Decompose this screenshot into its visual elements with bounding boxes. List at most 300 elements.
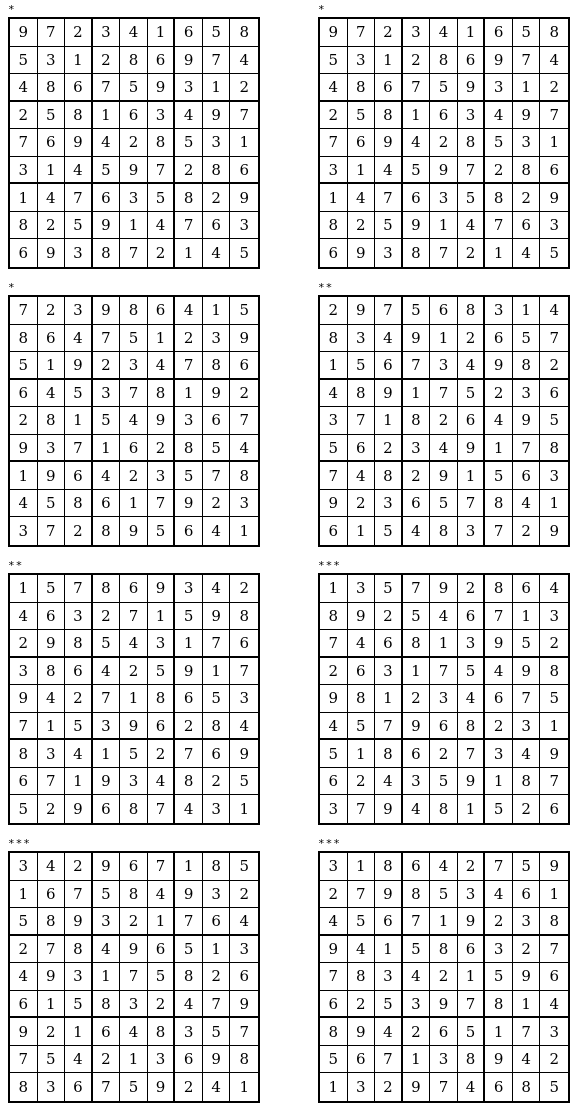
grid-cell: 4: [65, 325, 93, 353]
grid-cell: 5: [93, 881, 121, 909]
grid-cell: 9: [403, 212, 431, 240]
grid-cell: 3: [320, 853, 348, 881]
grid-cell: 7: [430, 658, 458, 686]
grid-cell: 1: [148, 325, 176, 353]
grid-cell: 3: [458, 517, 486, 545]
grid-cell: 9: [320, 936, 348, 964]
grid-cell: 3: [38, 435, 66, 463]
grid-cell: 2: [175, 713, 203, 741]
grid-cell: 6: [540, 963, 568, 991]
grid-cell: 1: [93, 740, 121, 768]
grid-cell: 1: [403, 102, 431, 130]
grid-cell: 8: [348, 685, 376, 713]
grid-cell: 6: [93, 184, 121, 212]
grid-cell: 8: [148, 685, 176, 713]
grid-cell: 5: [348, 352, 376, 380]
grid-cell: 5: [10, 352, 38, 380]
grid-cell: 1: [10, 462, 38, 490]
grid-cell: 1: [540, 129, 568, 157]
grid-cell: 6: [430, 102, 458, 130]
grid-cell: 1: [239, 800, 249, 819]
grid-cell: 6: [320, 239, 348, 267]
grid-cell: 7: [38, 936, 66, 964]
grid-cell: 6: [458, 47, 486, 75]
grid-cell: 9: [175, 47, 203, 75]
grid-cell: 2: [203, 963, 231, 991]
grid-cell: 5: [230, 768, 258, 796]
grid-cell: 4: [513, 490, 541, 518]
grid-cell: 1: [175, 853, 203, 881]
grid-cell: 3: [203, 129, 231, 157]
grid-cell: 2: [230, 74, 258, 102]
grid-cell: 1: [375, 936, 403, 964]
grid-cell: 8: [38, 407, 66, 435]
grid-cell: 9: [430, 462, 458, 490]
sudoku-puzzle: [318, 4, 570, 270]
grid-cell: 9: [549, 522, 559, 541]
grid-cell: 1: [430, 212, 458, 240]
grid-cell: 2: [375, 603, 403, 631]
grid-cell: 4: [175, 297, 203, 325]
grid-cell: 7: [148, 490, 176, 518]
grid-cell: 4: [148, 881, 176, 909]
grid-cell: 2: [403, 462, 431, 490]
grid-cell: 2: [458, 853, 486, 881]
grid-cell: 1: [320, 575, 348, 603]
grid-cell: 5: [348, 102, 376, 130]
grid-cell: 6: [485, 325, 513, 353]
grid-cell: 4: [430, 19, 458, 47]
grid-cell: 2: [120, 129, 148, 157]
grid-cell: 6: [485, 19, 513, 47]
grid-cell: 3: [485, 740, 513, 768]
grid-cell: 1: [458, 462, 486, 490]
grid-cell: 8: [458, 713, 486, 741]
grid-cell: 4: [230, 47, 258, 75]
grid-cell: 3: [430, 1046, 458, 1074]
grid-cell: 2: [93, 1046, 121, 1074]
grid-cell: 3: [175, 407, 203, 435]
grid-cell: 5: [65, 713, 93, 741]
grid-cell: 4: [348, 630, 376, 658]
grid-cell: 6: [320, 991, 348, 1019]
difficulty-rating: ***: [318, 837, 341, 850]
grid-cell: 5: [148, 658, 176, 686]
grid-cell: 8: [10, 325, 38, 353]
grid-cell: 3: [175, 74, 203, 102]
grid-cell: 5: [203, 19, 231, 47]
grid-cell: 9: [65, 352, 93, 380]
grid-cell: 1: [120, 212, 148, 240]
grid-cell: 7: [230, 102, 258, 130]
grid-cell: 6: [430, 713, 458, 741]
sudoku-puzzle: [8, 838, 260, 1104]
grid-cell: 3: [403, 768, 431, 796]
sudoku-puzzle: [8, 4, 260, 270]
grid-cell: 3: [93, 380, 121, 408]
grid-cell: 1: [120, 490, 148, 518]
grid-cell: 2: [540, 1046, 568, 1074]
grid-cell: 3: [348, 1073, 376, 1101]
grid-cell: 3: [203, 881, 231, 909]
grid-cell: 8: [10, 212, 38, 240]
grid-cell: 8: [320, 603, 348, 631]
grid-cell: 1: [485, 768, 513, 796]
grid-cell: 2: [458, 575, 486, 603]
grid-cell: 4: [203, 575, 231, 603]
grid-cell: 9: [540, 184, 568, 212]
grid-cell: 4: [148, 212, 176, 240]
grid-cell: 1: [10, 184, 38, 212]
grid-cell: 4: [320, 908, 348, 936]
grid-cell: 4: [540, 297, 568, 325]
sudoku-grid: [318, 17, 570, 269]
grid-cell: 9: [93, 297, 121, 325]
grid-cell: 7: [230, 658, 258, 686]
grid-cell: 9: [65, 908, 93, 936]
sudoku-grid: [8, 295, 260, 547]
grid-cell: 3: [320, 795, 348, 823]
grid-cell: 6: [348, 435, 376, 463]
grid-cell: 9: [540, 740, 568, 768]
grid-cell: 8: [203, 853, 231, 881]
grid-cell: 8: [175, 184, 203, 212]
grid-cell: 5: [513, 630, 541, 658]
grid-cell: 4: [430, 853, 458, 881]
grid-cell: 5: [375, 212, 403, 240]
grid-cell: 1: [513, 297, 541, 325]
sudoku-grid: [8, 851, 260, 1103]
grid-cell: 8: [403, 881, 431, 909]
grid-cell: 1: [540, 713, 568, 741]
grid-cell: 3: [375, 658, 403, 686]
grid-cell: 8: [513, 768, 541, 796]
grid-cell: 1: [320, 184, 348, 212]
grid-cell: 5: [513, 853, 541, 881]
grid-cell: 4: [403, 963, 431, 991]
grid-cell: 4: [320, 713, 348, 741]
grid-cell: 5: [148, 184, 176, 212]
grid-cell: 8: [458, 1046, 486, 1074]
grid-cell: 2: [403, 1018, 431, 1046]
grid-cell: 6: [320, 517, 348, 545]
grid-cell: 5: [10, 908, 38, 936]
grid-cell: 4: [93, 936, 121, 964]
grid-cell: 1: [10, 575, 38, 603]
grid-cell: 7: [148, 157, 176, 185]
grid-cell: 3: [148, 462, 176, 490]
grid-cell: 9: [348, 297, 376, 325]
grid-cell: 8: [175, 435, 203, 463]
grid-cell: 2: [430, 407, 458, 435]
grid-cell: 6: [38, 603, 66, 631]
grid-cell: 4: [120, 1018, 148, 1046]
grid-cell: 2: [513, 936, 541, 964]
grid-cell: 3: [10, 853, 38, 881]
grid-cell: 3: [458, 102, 486, 130]
grid-cell: 7: [65, 881, 93, 909]
grid-cell: 6: [513, 212, 541, 240]
grid-cell: 6: [10, 380, 38, 408]
grid-cell: 2: [513, 795, 541, 823]
grid-cell: 6: [175, 19, 203, 47]
grid-cell: 6: [10, 768, 38, 796]
grid-cell: 8: [203, 352, 231, 380]
grid-cell: 2: [540, 630, 568, 658]
grid-cell: 1: [148, 603, 176, 631]
grid-cell: 7: [430, 239, 458, 267]
grid-cell: 6: [175, 685, 203, 713]
sudoku-grid: [8, 17, 260, 269]
sudoku-puzzle: [318, 282, 570, 548]
grid-cell: 1: [175, 380, 203, 408]
grid-cell: 3: [230, 212, 258, 240]
grid-cell: 4: [403, 795, 431, 823]
grid-cell: 4: [38, 184, 66, 212]
grid-cell: 9: [120, 713, 148, 741]
grid-cell: 7: [403, 575, 431, 603]
grid-cell: 4: [10, 963, 38, 991]
grid-cell: 5: [10, 47, 38, 75]
grid-cell: 3: [230, 685, 258, 713]
grid-cell: 5: [458, 184, 486, 212]
grid-cell: 8: [120, 881, 148, 909]
grid-cell: 5: [93, 407, 121, 435]
grid-cell: 5: [203, 435, 231, 463]
grid-cell: 8: [65, 936, 93, 964]
sudoku-puzzle: [8, 560, 260, 826]
grid-cell: 9: [540, 853, 568, 881]
grid-cell: 5: [175, 129, 203, 157]
grid-cell: 5: [65, 991, 93, 1019]
grid-cell: 3: [93, 19, 121, 47]
grid-cell: 2: [10, 407, 38, 435]
grid-cell: 3: [485, 936, 513, 964]
grid-cell: 5: [120, 74, 148, 102]
grid-cell: 8: [403, 239, 431, 267]
grid-cell: 3: [320, 157, 348, 185]
grid-cell: 2: [65, 517, 93, 545]
grid-cell: 8: [513, 352, 541, 380]
grid-cell: 9: [93, 212, 121, 240]
grid-cell: 4: [203, 1073, 231, 1101]
grid-cell: 6: [93, 490, 121, 518]
grid-cell: 5: [320, 47, 348, 75]
grid-cell: 2: [203, 184, 231, 212]
grid-cell: 9: [65, 795, 93, 823]
grid-cell: 8: [148, 1018, 176, 1046]
grid-cell: 4: [65, 740, 93, 768]
grid-cell: 5: [485, 129, 513, 157]
grid-cell: 7: [65, 435, 93, 463]
grid-cell: 8: [513, 157, 541, 185]
grid-cell: 2: [320, 881, 348, 909]
grid-cell: 5: [513, 19, 541, 47]
grid-cell: 2: [458, 239, 486, 267]
grid-cell: 2: [320, 102, 348, 130]
grid-cell: 2: [230, 380, 258, 408]
grid-cell: 9: [203, 380, 231, 408]
grid-cell: 3: [230, 936, 258, 964]
grid-cell: 3: [203, 795, 231, 823]
grid-cell: 3: [513, 129, 541, 157]
grid-cell: 5: [175, 603, 203, 631]
grid-cell: 4: [375, 325, 403, 353]
grid-cell: 6: [120, 853, 148, 881]
grid-cell: 1: [65, 47, 93, 75]
grid-cell: 7: [458, 157, 486, 185]
grid-cell: 2: [403, 47, 431, 75]
grid-cell: 6: [38, 881, 66, 909]
grid-cell: 2: [10, 630, 38, 658]
grid-cell: 3: [65, 603, 93, 631]
grid-cell: 4: [430, 435, 458, 463]
grid-cell: 9: [38, 630, 66, 658]
sudoku-puzzle: [318, 838, 570, 1104]
grid-cell: 8: [320, 212, 348, 240]
grid-cell: 7: [65, 184, 93, 212]
grid-cell: 6: [65, 1073, 93, 1101]
grid-cell: 1: [485, 435, 513, 463]
grid-cell: 2: [38, 795, 66, 823]
grid-cell: 9: [485, 1046, 513, 1074]
grid-cell: 7: [93, 325, 121, 353]
grid-cell: 1: [458, 795, 486, 823]
grid-cell: 1: [203, 297, 231, 325]
grid-cell: 1: [239, 1078, 249, 1097]
grid-cell: 4: [175, 102, 203, 130]
grid-cell: 8: [230, 1046, 258, 1074]
grid-cell: 1: [540, 490, 568, 518]
difficulty-rating: **: [8, 559, 24, 572]
grid-cell: 4: [120, 630, 148, 658]
grid-cell: 5: [120, 1073, 148, 1101]
grid-cell: 4: [65, 1046, 93, 1074]
grid-cell: 6: [485, 1073, 513, 1101]
grid-cell: 3: [540, 462, 568, 490]
grid-cell: 8: [348, 74, 376, 102]
grid-cell: 9: [320, 685, 348, 713]
grid-cell: 1: [485, 1018, 513, 1046]
grid-cell: 5: [320, 435, 348, 463]
grid-cell: 3: [93, 713, 121, 741]
grid-cell: 5: [10, 795, 38, 823]
grid-cell: 3: [513, 380, 541, 408]
grid-cell: 4: [458, 352, 486, 380]
grid-cell: 5: [458, 380, 486, 408]
grid-cell: 2: [375, 435, 403, 463]
grid-cell: 1: [239, 522, 249, 541]
grid-cell: 8: [403, 630, 431, 658]
grid-cell: 2: [175, 325, 203, 353]
grid-cell: 7: [375, 297, 403, 325]
grid-cell: 9: [120, 936, 148, 964]
grid-cell: 3: [375, 490, 403, 518]
grid-cell: 6: [10, 991, 38, 1019]
grid-cell: 9: [485, 47, 513, 75]
grid-cell: 9: [320, 490, 348, 518]
grid-cell: 7: [320, 630, 348, 658]
grid-cell: 6: [430, 297, 458, 325]
grid-cell: 6: [430, 1018, 458, 1046]
grid-cell: 4: [175, 991, 203, 1019]
grid-cell: 2: [348, 768, 376, 796]
grid-cell: 1: [430, 908, 458, 936]
grid-cell: 6: [320, 768, 348, 796]
grid-cell: 4: [513, 740, 541, 768]
grid-cell: 5: [430, 74, 458, 102]
grid-cell: 6: [148, 297, 176, 325]
grid-cell: 4: [120, 407, 148, 435]
grid-cell: 2: [10, 102, 38, 130]
grid-cell: 7: [430, 380, 458, 408]
grid-cell: 4: [148, 768, 176, 796]
grid-cell: 2: [120, 908, 148, 936]
grid-cell: 1: [175, 630, 203, 658]
grid-cell: 7: [93, 1073, 121, 1101]
grid-cell: 7: [10, 297, 38, 325]
grid-cell: 4: [485, 102, 513, 130]
grid-cell: 6: [65, 462, 93, 490]
grid-cell: 6: [230, 157, 258, 185]
grid-cell: 2: [38, 212, 66, 240]
grid-cell: 7: [375, 1046, 403, 1074]
grid-cell: 7: [458, 991, 486, 1019]
grid-cell: 1: [230, 129, 258, 157]
grid-cell: 4: [203, 517, 231, 545]
grid-cell: 2: [320, 658, 348, 686]
grid-cell: 6: [458, 603, 486, 631]
grid-cell: 9: [458, 435, 486, 463]
grid-cell: 4: [458, 685, 486, 713]
grid-cell: 7: [540, 102, 568, 130]
grid-cell: 8: [485, 184, 513, 212]
grid-cell: 3: [230, 490, 258, 518]
grid-cell: 3: [65, 963, 93, 991]
grid-cell: 3: [540, 603, 568, 631]
grid-cell: 6: [403, 740, 431, 768]
grid-cell: 5: [320, 740, 348, 768]
grid-cell: 1: [348, 740, 376, 768]
grid-cell: 8: [540, 19, 568, 47]
grid-cell: 1: [430, 325, 458, 353]
grid-cell: 8: [65, 490, 93, 518]
grid-cell: 4: [175, 795, 203, 823]
grid-cell: 4: [230, 435, 258, 463]
grid-cell: 4: [513, 239, 541, 267]
grid-cell: 8: [10, 1073, 38, 1101]
grid-cell: 4: [485, 881, 513, 909]
grid-cell: 3: [203, 325, 231, 353]
grid-cell: 3: [403, 435, 431, 463]
grid-cell: 5: [375, 991, 403, 1019]
difficulty-rating: *: [8, 281, 16, 294]
grid-cell: 7: [10, 1046, 38, 1074]
grid-cell: 6: [148, 936, 176, 964]
grid-cell: 9: [348, 1018, 376, 1046]
grid-cell: 4: [403, 129, 431, 157]
grid-cell: 8: [375, 740, 403, 768]
grid-cell: 6: [230, 352, 258, 380]
grid-cell: 1: [38, 352, 66, 380]
grid-cell: 3: [485, 74, 513, 102]
grid-cell: 7: [93, 74, 121, 102]
grid-cell: 7: [540, 768, 568, 796]
grid-cell: 3: [430, 352, 458, 380]
grid-cell: 4: [148, 352, 176, 380]
grid-cell: 1: [403, 658, 431, 686]
grid-cell: 8: [485, 490, 513, 518]
